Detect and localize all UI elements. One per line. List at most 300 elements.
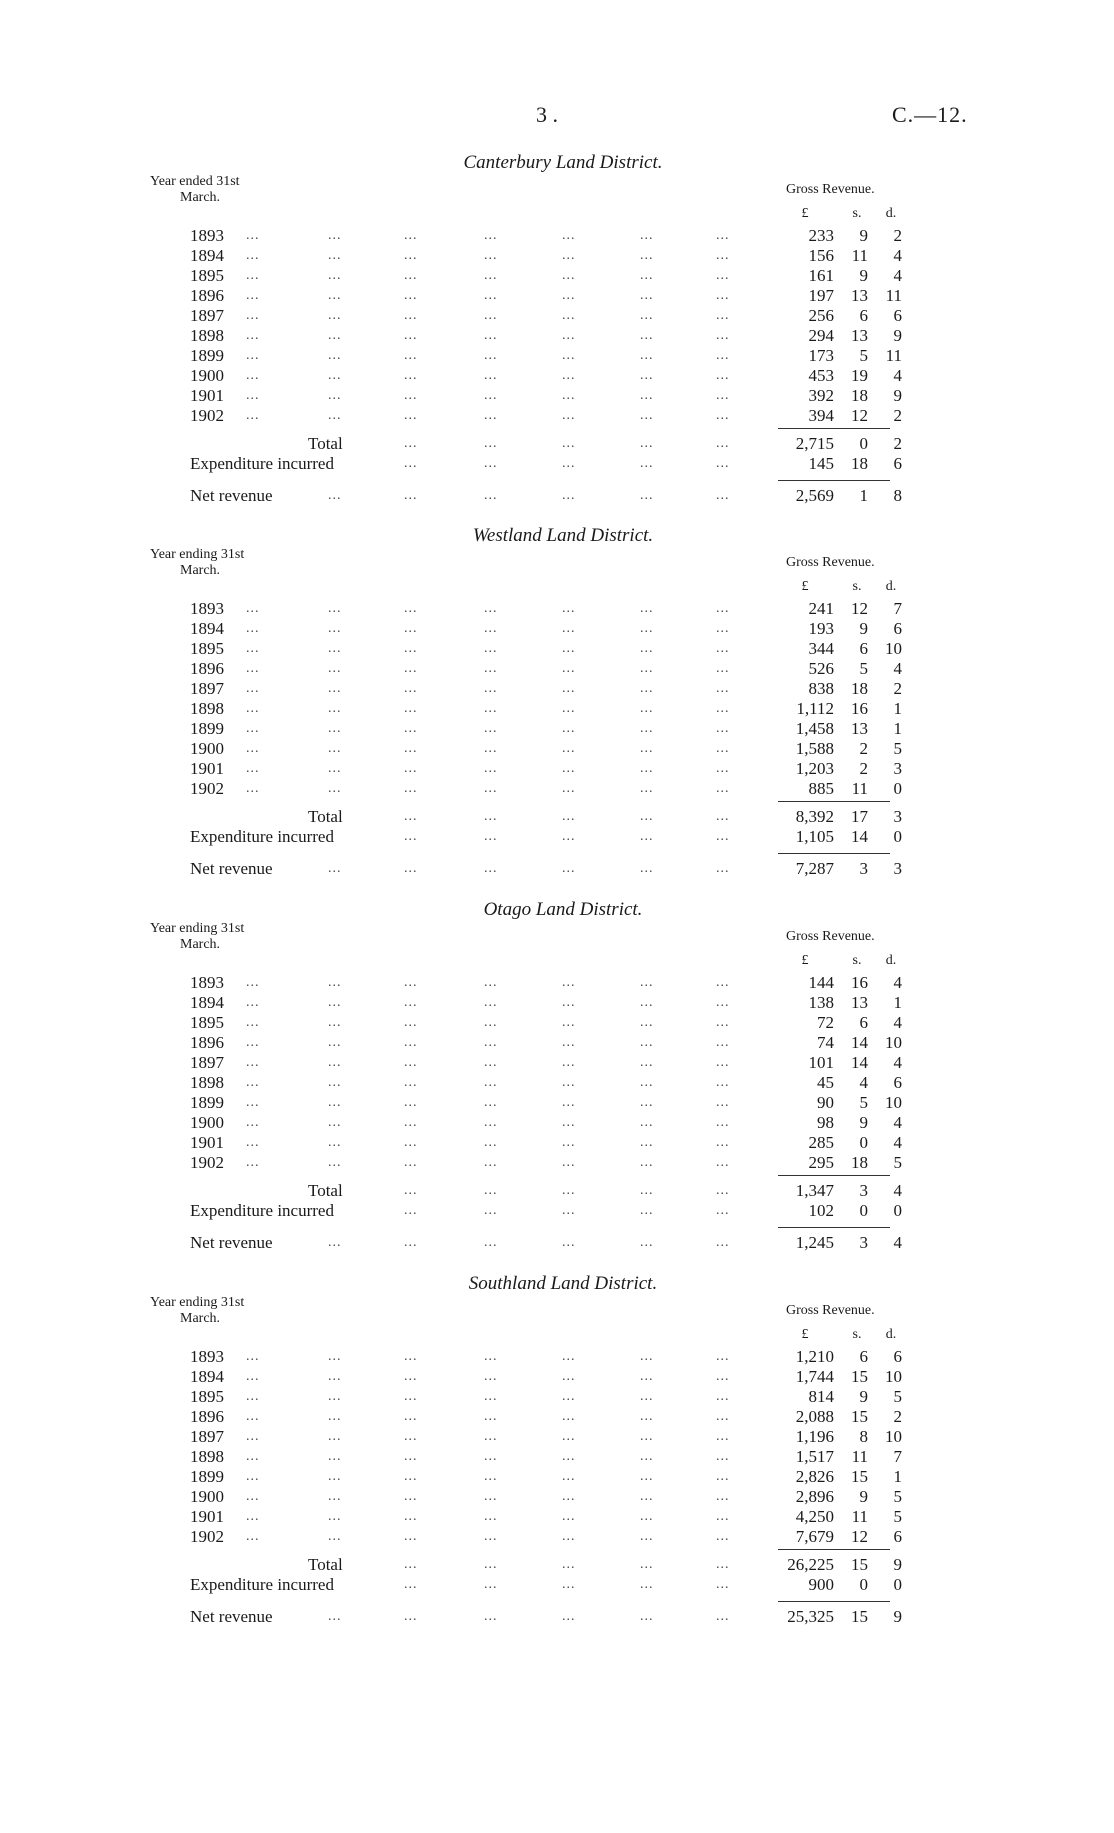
pence-value: 2	[893, 1407, 902, 1426]
year-column-heading	[150, 1295, 244, 1327]
leader-dots: ...	[716, 1035, 730, 1050]
shillings-unit: s.	[852, 1327, 862, 1342]
amount	[760, 1033, 940, 1053]
amount	[760, 1407, 940, 1427]
year-row	[0, 1507, 1114, 1527]
pence-value: 10	[885, 1033, 902, 1052]
amount	[760, 1487, 940, 1507]
leader-dots: ...	[484, 721, 498, 736]
leader-dots: ...	[246, 1055, 260, 1070]
leader-dots: ...	[562, 1529, 576, 1544]
leader-dots: ...	[328, 1075, 342, 1090]
expenditure-label: Expenditure incurred	[190, 827, 334, 846]
net-rule	[778, 853, 890, 854]
year-row	[0, 599, 1114, 619]
district-title-text: Otago Land District.	[483, 899, 643, 920]
document-reference: C.—12.	[892, 102, 968, 127]
net-revenue-label: Net revenue	[190, 1233, 273, 1252]
pounds-value: 394	[808, 406, 834, 425]
district-title	[0, 899, 1114, 921]
year-column-heading	[150, 921, 244, 953]
leader-dots: ...	[484, 1115, 498, 1130]
leader-dots: ...	[246, 701, 260, 716]
pounds-value: 26,225	[787, 1555, 834, 1574]
pence-value: 7	[893, 1447, 902, 1466]
amount	[760, 1013, 940, 1033]
district-title-text: Canterbury Land District.	[463, 152, 663, 173]
leader-dots: ...	[328, 761, 342, 776]
leader-dots: ...	[246, 661, 260, 676]
leader-dots: ...	[640, 661, 654, 676]
pence-value: 0	[893, 827, 902, 846]
leader-dots: ...	[404, 1369, 418, 1384]
amount	[760, 973, 940, 993]
leader-dots: ...	[716, 661, 730, 676]
leader-dots: ...	[246, 1489, 260, 1504]
leader-dots: ...	[716, 809, 730, 824]
leader-dots: ...	[404, 288, 418, 303]
district-title-text: Westland Land District.	[472, 525, 654, 546]
pence-value: 9	[893, 326, 902, 345]
leader-dots: ...	[246, 1075, 260, 1090]
currency-units	[0, 579, 1114, 597]
leader-dots: ...	[562, 1429, 576, 1444]
leader-dots: ...	[562, 1135, 576, 1150]
leader-dots: ...	[640, 268, 654, 283]
leader-dots: ...	[716, 1135, 730, 1150]
leader-dots: ...	[404, 228, 418, 243]
shillings-value: 18	[851, 679, 868, 698]
leader-dots: ...	[716, 1015, 730, 1030]
pence-value: 4	[893, 266, 902, 285]
shillings-value: 9	[859, 226, 868, 245]
year-row	[0, 386, 1114, 406]
leader-dots: ...	[716, 1409, 730, 1424]
shillings-value: 11	[851, 1507, 868, 1526]
pounds-value: 1,347	[795, 1181, 834, 1200]
leader-dots: ...	[404, 1469, 418, 1484]
sum-rule	[778, 428, 890, 429]
pence-value: 2	[893, 679, 902, 698]
leader-dots: ...	[484, 1095, 498, 1110]
leader-dots: ...	[562, 388, 576, 403]
leader-dots: ...	[484, 1469, 498, 1484]
year-value: 1894	[190, 246, 224, 265]
leader-dots: ...	[484, 1489, 498, 1504]
leader-dots: ...	[404, 1155, 418, 1170]
leader-dots: ...	[484, 1183, 498, 1198]
shillings-value: 9	[859, 619, 868, 638]
leader-dots: ...	[404, 741, 418, 756]
leader-dots: ...	[716, 1235, 730, 1250]
leader-dots: ...	[640, 1183, 654, 1198]
leader-dots: ...	[562, 308, 576, 323]
leader-dots: ...	[484, 348, 498, 363]
leader-dots: ...	[640, 781, 654, 796]
leader-dots: ...	[328, 368, 342, 383]
pounds-unit: £	[801, 953, 809, 968]
pounds-value: 2,826	[795, 1467, 834, 1486]
leader-dots: ...	[484, 1409, 498, 1424]
year-heading-line: March.	[180, 563, 221, 578]
expenditure-label: Expenditure incurred	[190, 1575, 334, 1594]
leader-dots: ...	[716, 308, 730, 323]
leader-dots: ...	[404, 1203, 418, 1218]
leader-dots: ...	[328, 1035, 342, 1050]
leader-dots: ...	[716, 1369, 730, 1384]
leader-dots: ...	[404, 1095, 418, 1110]
leader-dots: ...	[404, 1409, 418, 1424]
leader-dots: ...	[716, 1449, 730, 1464]
year-value: 1900	[190, 366, 224, 385]
leader-dots: ...	[484, 701, 498, 716]
leader-dots: ...	[404, 1509, 418, 1524]
leader-dots: ...	[246, 1135, 260, 1150]
leader-dots: ...	[640, 701, 654, 716]
year-column-heading	[150, 547, 244, 579]
leader-dots: ...	[640, 601, 654, 616]
leader-dots: ...	[246, 741, 260, 756]
year-row	[0, 1347, 1114, 1367]
year-row	[0, 306, 1114, 326]
leader-dots: ...	[640, 248, 654, 263]
shillings-value: 15	[851, 1607, 868, 1626]
leader-dots: ...	[246, 975, 260, 990]
leader-dots: ...	[246, 308, 260, 323]
year-column-heading	[150, 174, 240, 206]
leader-dots: ...	[328, 1429, 342, 1444]
shillings-value: 13	[851, 286, 868, 305]
leader-dots: ...	[562, 1235, 576, 1250]
pounds-value: 885	[808, 779, 834, 798]
leader-dots: ...	[716, 781, 730, 796]
leader-dots: ...	[484, 621, 498, 636]
leader-dots: ...	[404, 995, 418, 1010]
year-value: 1899	[190, 1093, 224, 1112]
leader-dots: ...	[328, 268, 342, 283]
leader-dots: ...	[328, 308, 342, 323]
pence-value: 7	[893, 599, 902, 618]
pounds-value: 1,196	[795, 1427, 834, 1446]
pence-value: 10	[885, 1427, 902, 1446]
leader-dots: ...	[404, 1577, 418, 1592]
leader-dots: ...	[246, 995, 260, 1010]
leader-dots: ...	[640, 1155, 654, 1170]
shillings-value: 6	[859, 1347, 868, 1366]
leader-dots: ...	[716, 975, 730, 990]
pounds-value: 392	[808, 386, 834, 405]
year-row	[0, 1387, 1114, 1407]
leader-dots: ...	[484, 288, 498, 303]
pounds-value: 144	[808, 973, 834, 992]
pence-value: 2	[893, 406, 902, 425]
leader-dots: ...	[404, 621, 418, 636]
leader-dots: ...	[246, 1529, 260, 1544]
pence-value: 5	[893, 1507, 902, 1526]
leader-dots: ...	[716, 348, 730, 363]
net-rule	[778, 1601, 890, 1602]
leader-dots: ...	[484, 1203, 498, 1218]
pence-unit: d.	[885, 953, 897, 968]
leader-dots: ...	[562, 1349, 576, 1364]
leader-dots: ...	[562, 781, 576, 796]
district-title	[0, 525, 1114, 547]
leader-dots: ...	[246, 721, 260, 736]
leader-dots: ...	[640, 1349, 654, 1364]
leader-dots: ...	[246, 1115, 260, 1130]
amount	[760, 366, 940, 386]
leader-dots: ...	[562, 1449, 576, 1464]
leader-dots: ...	[484, 861, 498, 876]
leader-dots: ...	[328, 1155, 342, 1170]
leader-dots: ...	[404, 1349, 418, 1364]
pence-value: 1	[893, 719, 902, 738]
leader-dots: ...	[246, 1429, 260, 1444]
pounds-unit: £	[801, 1327, 809, 1342]
year-value: 1899	[190, 346, 224, 365]
leader-dots: ...	[716, 1095, 730, 1110]
year-value: 1899	[190, 719, 224, 738]
shillings-value: 14	[851, 827, 868, 846]
year-row	[0, 246, 1114, 266]
leader-dots: ...	[404, 1389, 418, 1404]
leader-dots: ...	[484, 1015, 498, 1030]
year-value: 1898	[190, 1073, 224, 1092]
year-value: 1893	[190, 1347, 224, 1366]
pounds-value: 161	[808, 266, 834, 285]
year-heading-line: March.	[180, 937, 221, 952]
shillings-value: 14	[851, 1033, 868, 1052]
leader-dots: ...	[716, 1489, 730, 1504]
year-row	[0, 719, 1114, 739]
year-value: 1896	[190, 286, 224, 305]
amount	[760, 246, 940, 266]
shillings-unit: s.	[852, 953, 862, 968]
leader-dots: ...	[716, 829, 730, 844]
leader-dots: ...	[716, 1055, 730, 1070]
leader-dots: ...	[404, 1235, 418, 1250]
pounds-value: 2,715	[795, 434, 834, 453]
leader-dots: ...	[404, 328, 418, 343]
leader-dots: ...	[404, 308, 418, 323]
leader-dots: ...	[562, 1203, 576, 1218]
total-label: Total	[308, 1181, 343, 1200]
amount	[760, 679, 940, 699]
leader-dots: ...	[328, 348, 342, 363]
net-revenue-label: Net revenue	[190, 859, 273, 878]
leader-dots: ...	[404, 1015, 418, 1030]
leader-dots: ...	[716, 641, 730, 656]
pence-value: 6	[893, 306, 902, 325]
leader-dots: ...	[484, 408, 498, 423]
net-revenue-row	[0, 1607, 1114, 1627]
leader-dots: ...	[484, 1369, 498, 1384]
leader-dots: ...	[246, 348, 260, 363]
pence-value: 10	[885, 1367, 902, 1386]
leader-dots: ...	[484, 1529, 498, 1544]
year-row	[0, 1093, 1114, 1113]
pence-value: 1	[893, 993, 902, 1012]
shillings-value: 17	[851, 807, 868, 826]
leader-dots: ...	[328, 1369, 342, 1384]
year-value: 1893	[190, 599, 224, 618]
leader-dots: ...	[484, 1035, 498, 1050]
leader-dots: ...	[716, 456, 730, 471]
leader-dots: ...	[640, 1095, 654, 1110]
shillings-value: 18	[851, 1153, 868, 1172]
pounds-value: 2,569	[795, 486, 834, 505]
leader-dots: ...	[484, 368, 498, 383]
shillings-value: 3	[859, 1233, 868, 1252]
leader-dots: ...	[404, 601, 418, 616]
currency-units	[0, 206, 1114, 224]
expenditure-label: Expenditure incurred	[190, 454, 334, 473]
leader-dots: ...	[562, 641, 576, 656]
leader-dots: ...	[484, 1349, 498, 1364]
year-row	[0, 1013, 1114, 1033]
gross-revenue-heading: Gross Revenue.	[786, 929, 875, 944]
leader-dots: ...	[328, 288, 342, 303]
year-value: 1901	[190, 386, 224, 405]
leader-dots: ...	[404, 661, 418, 676]
leader-dots: ...	[716, 621, 730, 636]
shillings-value: 0	[859, 1201, 868, 1220]
year-row	[0, 1527, 1114, 1547]
leader-dots: ...	[562, 408, 576, 423]
leader-dots: ...	[246, 1389, 260, 1404]
leader-dots: ...	[246, 1155, 260, 1170]
amount	[760, 739, 940, 759]
pence-value: 9	[893, 1607, 902, 1626]
gross-revenue-heading: Gross Revenue.	[786, 555, 875, 570]
pounds-value: 1,458	[795, 719, 834, 738]
amount	[760, 1507, 940, 1527]
leader-dots: ...	[328, 1095, 342, 1110]
leader-dots: ...	[328, 1115, 342, 1130]
leader-dots: ...	[484, 1389, 498, 1404]
year-heading-line: Year ending 31st	[150, 921, 245, 936]
leader-dots: ...	[640, 995, 654, 1010]
year-value: 1901	[190, 1507, 224, 1526]
leader-dots: ...	[562, 975, 576, 990]
pence-value: 3	[893, 859, 902, 878]
leader-dots: ...	[404, 1449, 418, 1464]
total-row	[0, 434, 1114, 454]
leader-dots: ...	[562, 995, 576, 1010]
leader-dots: ...	[328, 781, 342, 796]
shillings-value: 9	[859, 1387, 868, 1406]
amount	[760, 226, 940, 246]
leader-dots: ...	[716, 601, 730, 616]
leader-dots: ...	[246, 368, 260, 383]
year-value: 1896	[190, 659, 224, 678]
year-row	[0, 779, 1114, 799]
amount	[760, 859, 940, 879]
shillings-value: 3	[859, 859, 868, 878]
pounds-value: 1,744	[795, 1367, 834, 1386]
shillings-value: 16	[851, 699, 868, 718]
pence-value: 11	[885, 346, 902, 365]
pounds-value: 1,203	[795, 759, 834, 778]
leader-dots: ...	[562, 436, 576, 451]
year-row	[0, 1367, 1114, 1387]
leader-dots: ...	[404, 488, 418, 503]
pounds-unit: £	[801, 206, 809, 221]
year-value: 1902	[190, 1153, 224, 1172]
amount	[760, 306, 940, 326]
expenditure-row	[0, 1201, 1114, 1221]
amount	[760, 719, 940, 739]
year-row	[0, 226, 1114, 246]
year-value: 1900	[190, 739, 224, 758]
leader-dots: ...	[328, 248, 342, 263]
leader-dots: ...	[328, 1349, 342, 1364]
year-value: 1900	[190, 1487, 224, 1506]
pounds-value: 7,679	[795, 1527, 834, 1546]
amount	[760, 1073, 940, 1093]
year-row	[0, 1073, 1114, 1093]
leader-dots: ...	[562, 488, 576, 503]
year-value: 1895	[190, 266, 224, 285]
amount	[760, 286, 940, 306]
leader-dots: ...	[640, 1369, 654, 1384]
net-revenue-row	[0, 1233, 1114, 1253]
leader-dots: ...	[246, 681, 260, 696]
leader-dots: ...	[484, 228, 498, 243]
leader-dots: ...	[484, 761, 498, 776]
leader-dots: ...	[640, 408, 654, 423]
leader-dots: ...	[484, 488, 498, 503]
sum-rule	[778, 801, 890, 802]
year-row	[0, 1053, 1114, 1073]
shillings-value: 0	[859, 1133, 868, 1152]
leader-dots: ...	[716, 1075, 730, 1090]
leader-dots: ...	[640, 348, 654, 363]
pence-unit: d.	[885, 1327, 897, 1342]
leader-dots: ...	[484, 601, 498, 616]
amount	[760, 1153, 940, 1173]
shillings-value: 15	[851, 1467, 868, 1486]
leader-dots: ...	[562, 741, 576, 756]
year-value: 1895	[190, 639, 224, 658]
leader-dots: ...	[716, 436, 730, 451]
leader-dots: ...	[404, 1035, 418, 1050]
year-value: 1893	[190, 226, 224, 245]
leader-dots: ...	[328, 621, 342, 636]
year-value: 1897	[190, 1427, 224, 1446]
leader-dots: ...	[640, 456, 654, 471]
leader-dots: ...	[328, 741, 342, 756]
leader-dots: ...	[246, 388, 260, 403]
leader-dots: ...	[562, 1469, 576, 1484]
leader-dots: ...	[484, 661, 498, 676]
amount	[760, 1467, 940, 1487]
leader-dots: ...	[404, 1075, 418, 1090]
leader-dots: ...	[562, 1509, 576, 1524]
leader-dots: ...	[562, 1075, 576, 1090]
leader-dots: ...	[640, 1509, 654, 1524]
shillings-value: 11	[851, 779, 868, 798]
year-heading-line: Year ending 31st	[150, 547, 245, 562]
year-value: 1898	[190, 326, 224, 345]
leader-dots: ...	[640, 761, 654, 776]
leader-dots: ...	[562, 1609, 576, 1624]
shillings-value: 12	[851, 406, 868, 425]
district-section-canterbury	[0, 152, 1114, 534]
leader-dots: ...	[328, 408, 342, 423]
year-row	[0, 973, 1114, 993]
pence-value: 9	[893, 386, 902, 405]
